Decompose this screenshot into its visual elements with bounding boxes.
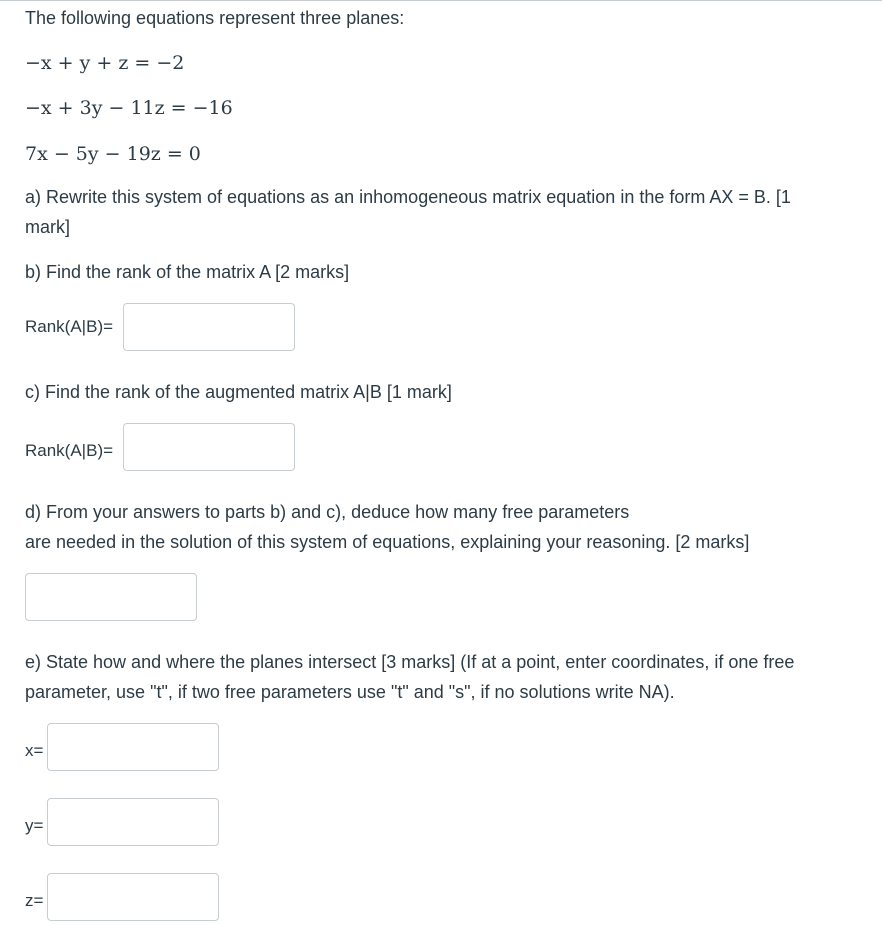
part-d-question-line-1: d) From your answers to parts b) and c), deduce how many free parameters — [25, 502, 630, 522]
part-c-rank-input[interactable] — [123, 423, 295, 471]
z-label: z= — [25, 891, 44, 910]
part-c-question: c) Find the rank of the augmented matrix A|B [1 mark] — [25, 382, 452, 402]
equation-2: −x + 3y − 11z = −16 — [25, 97, 233, 119]
y-label: y= — [25, 816, 44, 835]
z-input[interactable] — [47, 873, 219, 921]
part-c-answer-label: Rank(A|B)= — [25, 441, 114, 460]
equation-3: 7x − 5y − 19z = 0 — [25, 143, 201, 165]
part-a-question-line-2: mark] — [25, 217, 70, 237]
part-b-answer-label: Rank(A|B)= — [25, 317, 114, 336]
y-input[interactable] — [47, 798, 219, 846]
part-d-free-parameters-input[interactable] — [25, 573, 197, 621]
part-e-question-line-2: parameter, use "t", if two free parameters use "t" and "s", if no solutions write NA). — [25, 682, 675, 702]
top-divider — [0, 0, 882, 1]
intro-text: The following equations represent three planes: — [25, 8, 405, 28]
x-label: x= — [25, 741, 44, 760]
x-input[interactable] — [47, 723, 219, 771]
part-b-question: b) Find the rank of the matrix A [2 marks] — [25, 262, 350, 282]
part-e-question-line-1: e) State how and where the planes intersect [3 marks] (If at a point, enter coordinates, if one free — [25, 652, 795, 672]
part-d-question-line-2: are needed in the solution of this system of equations, explaining your reasoning. [2 marks] — [25, 532, 750, 552]
part-a-question-line-1: a) Rewrite this system of equations as an inhomogeneous matrix equation in the form AX = B. [1 — [25, 187, 791, 207]
part-b-rank-input[interactable] — [123, 303, 295, 351]
equation-1: −x + y + z = −2 — [25, 52, 185, 74]
